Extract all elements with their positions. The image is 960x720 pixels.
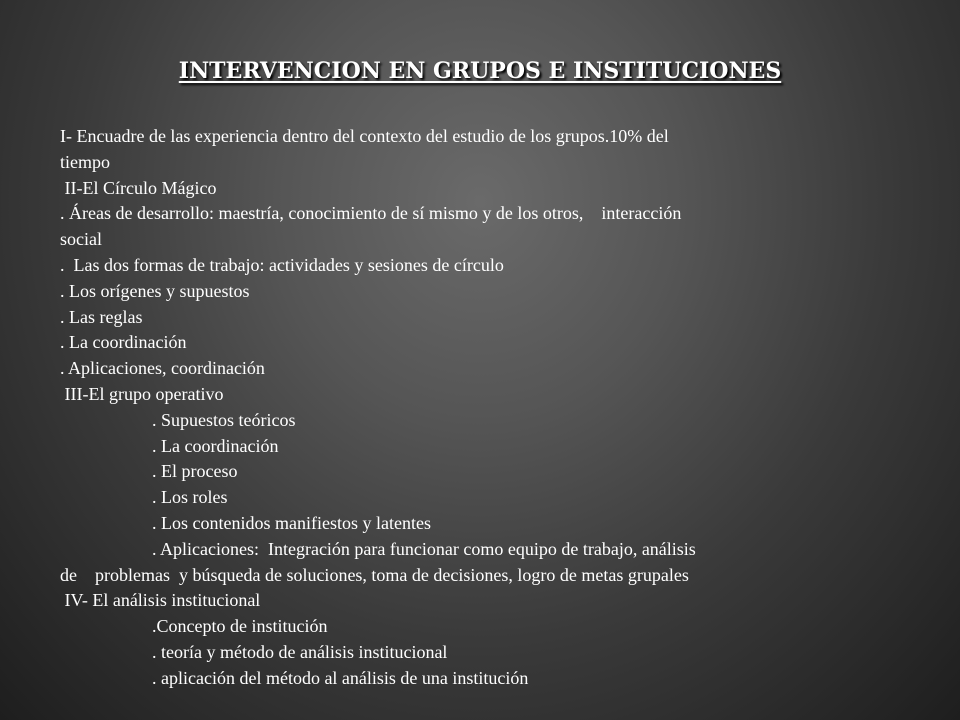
text-line: . Las dos formas de trabajo: actividades y sesiones de círculo (60, 254, 504, 275)
text-line: I- Encuadre de las experiencia dentro del contexto del estudio de los grupos.10% del (60, 126, 669, 146)
text-line: . La coordinación (60, 332, 187, 353)
text-line: . Supuestos teóricos (152, 409, 296, 430)
text-line: III-El grupo operativo (60, 383, 224, 404)
text-line: .Concepto de institución (152, 616, 328, 637)
text-line: IV- El análisis institucional (60, 590, 261, 611)
text-line: . Los roles (152, 487, 228, 508)
text-line: social (60, 229, 102, 250)
text-line: . Las reglas (60, 306, 143, 327)
text-line: . Los contenidos manifiestos y latentes (152, 512, 431, 533)
text-line: tiempo (60, 151, 110, 172)
text-line: de problemas y búsqueda de soluciones, toma de decisiones, logro de metas grupales (60, 564, 689, 585)
text-line: . Los orígenes y supuestos (60, 280, 250, 301)
text-line: . teoría y método de análisis institucional (152, 641, 448, 662)
text-line: . La coordinación (152, 435, 279, 456)
text-line: . aplicación del método al análisis de una institución (152, 667, 529, 688)
text-line: II-El Círculo Mágico (60, 177, 217, 198)
slide-body (60, 124, 850, 692)
slide-title: INTERVENCION EN GRUPOS E INSTITUCIONES (178, 58, 782, 84)
text-line: . Aplicaciones, coordinación (60, 358, 265, 379)
text-line: . Aplicaciones: Integración para funcionar como equipo de trabajo, análisis (152, 538, 696, 559)
text-line: . Áreas de desarrollo: maestría, conocimiento de sí mismo y de los otros, interacción (60, 203, 682, 224)
text-line: . El proceso (152, 461, 238, 482)
